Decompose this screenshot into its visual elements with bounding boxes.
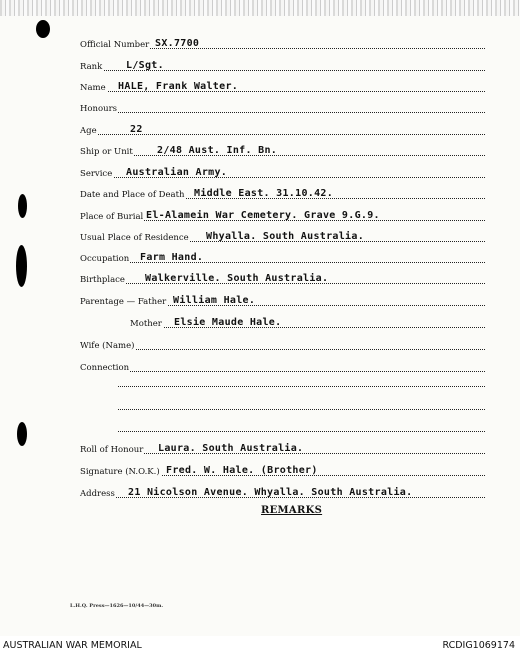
field-label: Signature (N.O.K.) bbox=[80, 467, 160, 477]
field-roll-of-honour bbox=[80, 440, 485, 456]
field-value: 2/48 Aust. Inf. Bn. bbox=[157, 145, 278, 156]
field-date-place-death bbox=[80, 185, 485, 201]
field-value: El-Alamein War Cemetery. Grave 9.G.9. bbox=[146, 210, 380, 221]
field-value: Elsie Maude Hale. bbox=[174, 317, 282, 328]
field-line bbox=[80, 112, 485, 113]
field-value: William Hale. bbox=[173, 295, 256, 306]
continuation-line bbox=[118, 431, 485, 432]
archive-footer bbox=[0, 636, 520, 654]
field-label: Address bbox=[80, 489, 115, 499]
field-line bbox=[80, 371, 485, 372]
printer-imprint: L.H.Q. Press—1626—10/44—30m. bbox=[70, 603, 164, 609]
field-address bbox=[80, 484, 485, 500]
field-label: Ship or Unit bbox=[80, 147, 133, 157]
field-value: Farm Hand. bbox=[140, 252, 204, 263]
scan-edge bbox=[0, 0, 520, 16]
field-value: Middle East. 31.10.42. bbox=[194, 188, 334, 199]
field-label: Name bbox=[80, 83, 106, 93]
punch-hole bbox=[18, 194, 27, 218]
field-label: Place of Burial bbox=[80, 212, 144, 222]
field-label: Date and Place of Death bbox=[80, 190, 185, 200]
field-name bbox=[80, 78, 485, 94]
field-label: Official Number bbox=[80, 40, 150, 50]
field-wife bbox=[80, 336, 485, 352]
field-value: Walkerville. South Australia. bbox=[145, 273, 329, 284]
footer-record-id: RCDIG1069174 bbox=[442, 640, 515, 651]
field-label: Roll of Honour bbox=[80, 445, 144, 455]
field-label: Usual Place of Residence bbox=[80, 233, 189, 243]
field-value: 22 bbox=[130, 124, 143, 135]
field-occupation bbox=[80, 249, 485, 265]
field-age bbox=[80, 121, 485, 137]
field-label: Parentage — Father bbox=[80, 297, 167, 307]
continuation-line bbox=[118, 409, 485, 410]
field-label: Birthplace bbox=[80, 275, 125, 285]
field-label: Honours bbox=[80, 104, 118, 114]
field-line bbox=[80, 349, 485, 350]
field-mother bbox=[130, 314, 485, 330]
field-value: Whyalla. South Australia. bbox=[206, 231, 365, 242]
field-connection bbox=[80, 358, 485, 374]
punch-hole bbox=[36, 20, 50, 38]
field-value: Australian Army. bbox=[126, 167, 228, 178]
field-value: Laura. South Australia. bbox=[158, 443, 304, 454]
field-official-number bbox=[80, 35, 485, 51]
continuation-line bbox=[118, 386, 485, 387]
field-value: 21 Nicolson Avenue. Whyalla. South Australia. bbox=[128, 487, 413, 498]
field-signature-nok bbox=[80, 462, 485, 478]
field-label: Wife (Name) bbox=[80, 341, 135, 351]
field-honours bbox=[80, 99, 485, 115]
field-label: Connection bbox=[80, 363, 130, 373]
field-value: Fred. W. Hale. (Brother) bbox=[166, 465, 318, 476]
field-label: Rank bbox=[80, 62, 103, 72]
field-label: Mother bbox=[130, 319, 162, 329]
field-label: Service bbox=[80, 169, 113, 179]
field-rank bbox=[80, 57, 485, 73]
remarks-heading: REMARKS bbox=[261, 505, 323, 516]
field-place-of-burial bbox=[80, 207, 485, 223]
field-value: L/Sgt. bbox=[126, 60, 164, 71]
field-label: Occupation bbox=[80, 254, 130, 264]
field-usual-residence bbox=[80, 228, 485, 244]
field-value: HALE, Frank Walter. bbox=[118, 81, 239, 92]
punch-hole bbox=[17, 422, 27, 446]
field-service bbox=[80, 164, 485, 180]
punch-hole bbox=[16, 245, 27, 287]
field-label: Age bbox=[80, 126, 97, 136]
field-value: SX.7700 bbox=[155, 38, 200, 49]
field-ship-or-unit bbox=[80, 142, 485, 158]
field-father bbox=[80, 292, 485, 308]
field-birthplace bbox=[80, 270, 485, 286]
field-line bbox=[80, 155, 485, 156]
footer-source: AUSTRALIAN WAR MEMORIAL bbox=[3, 640, 142, 651]
